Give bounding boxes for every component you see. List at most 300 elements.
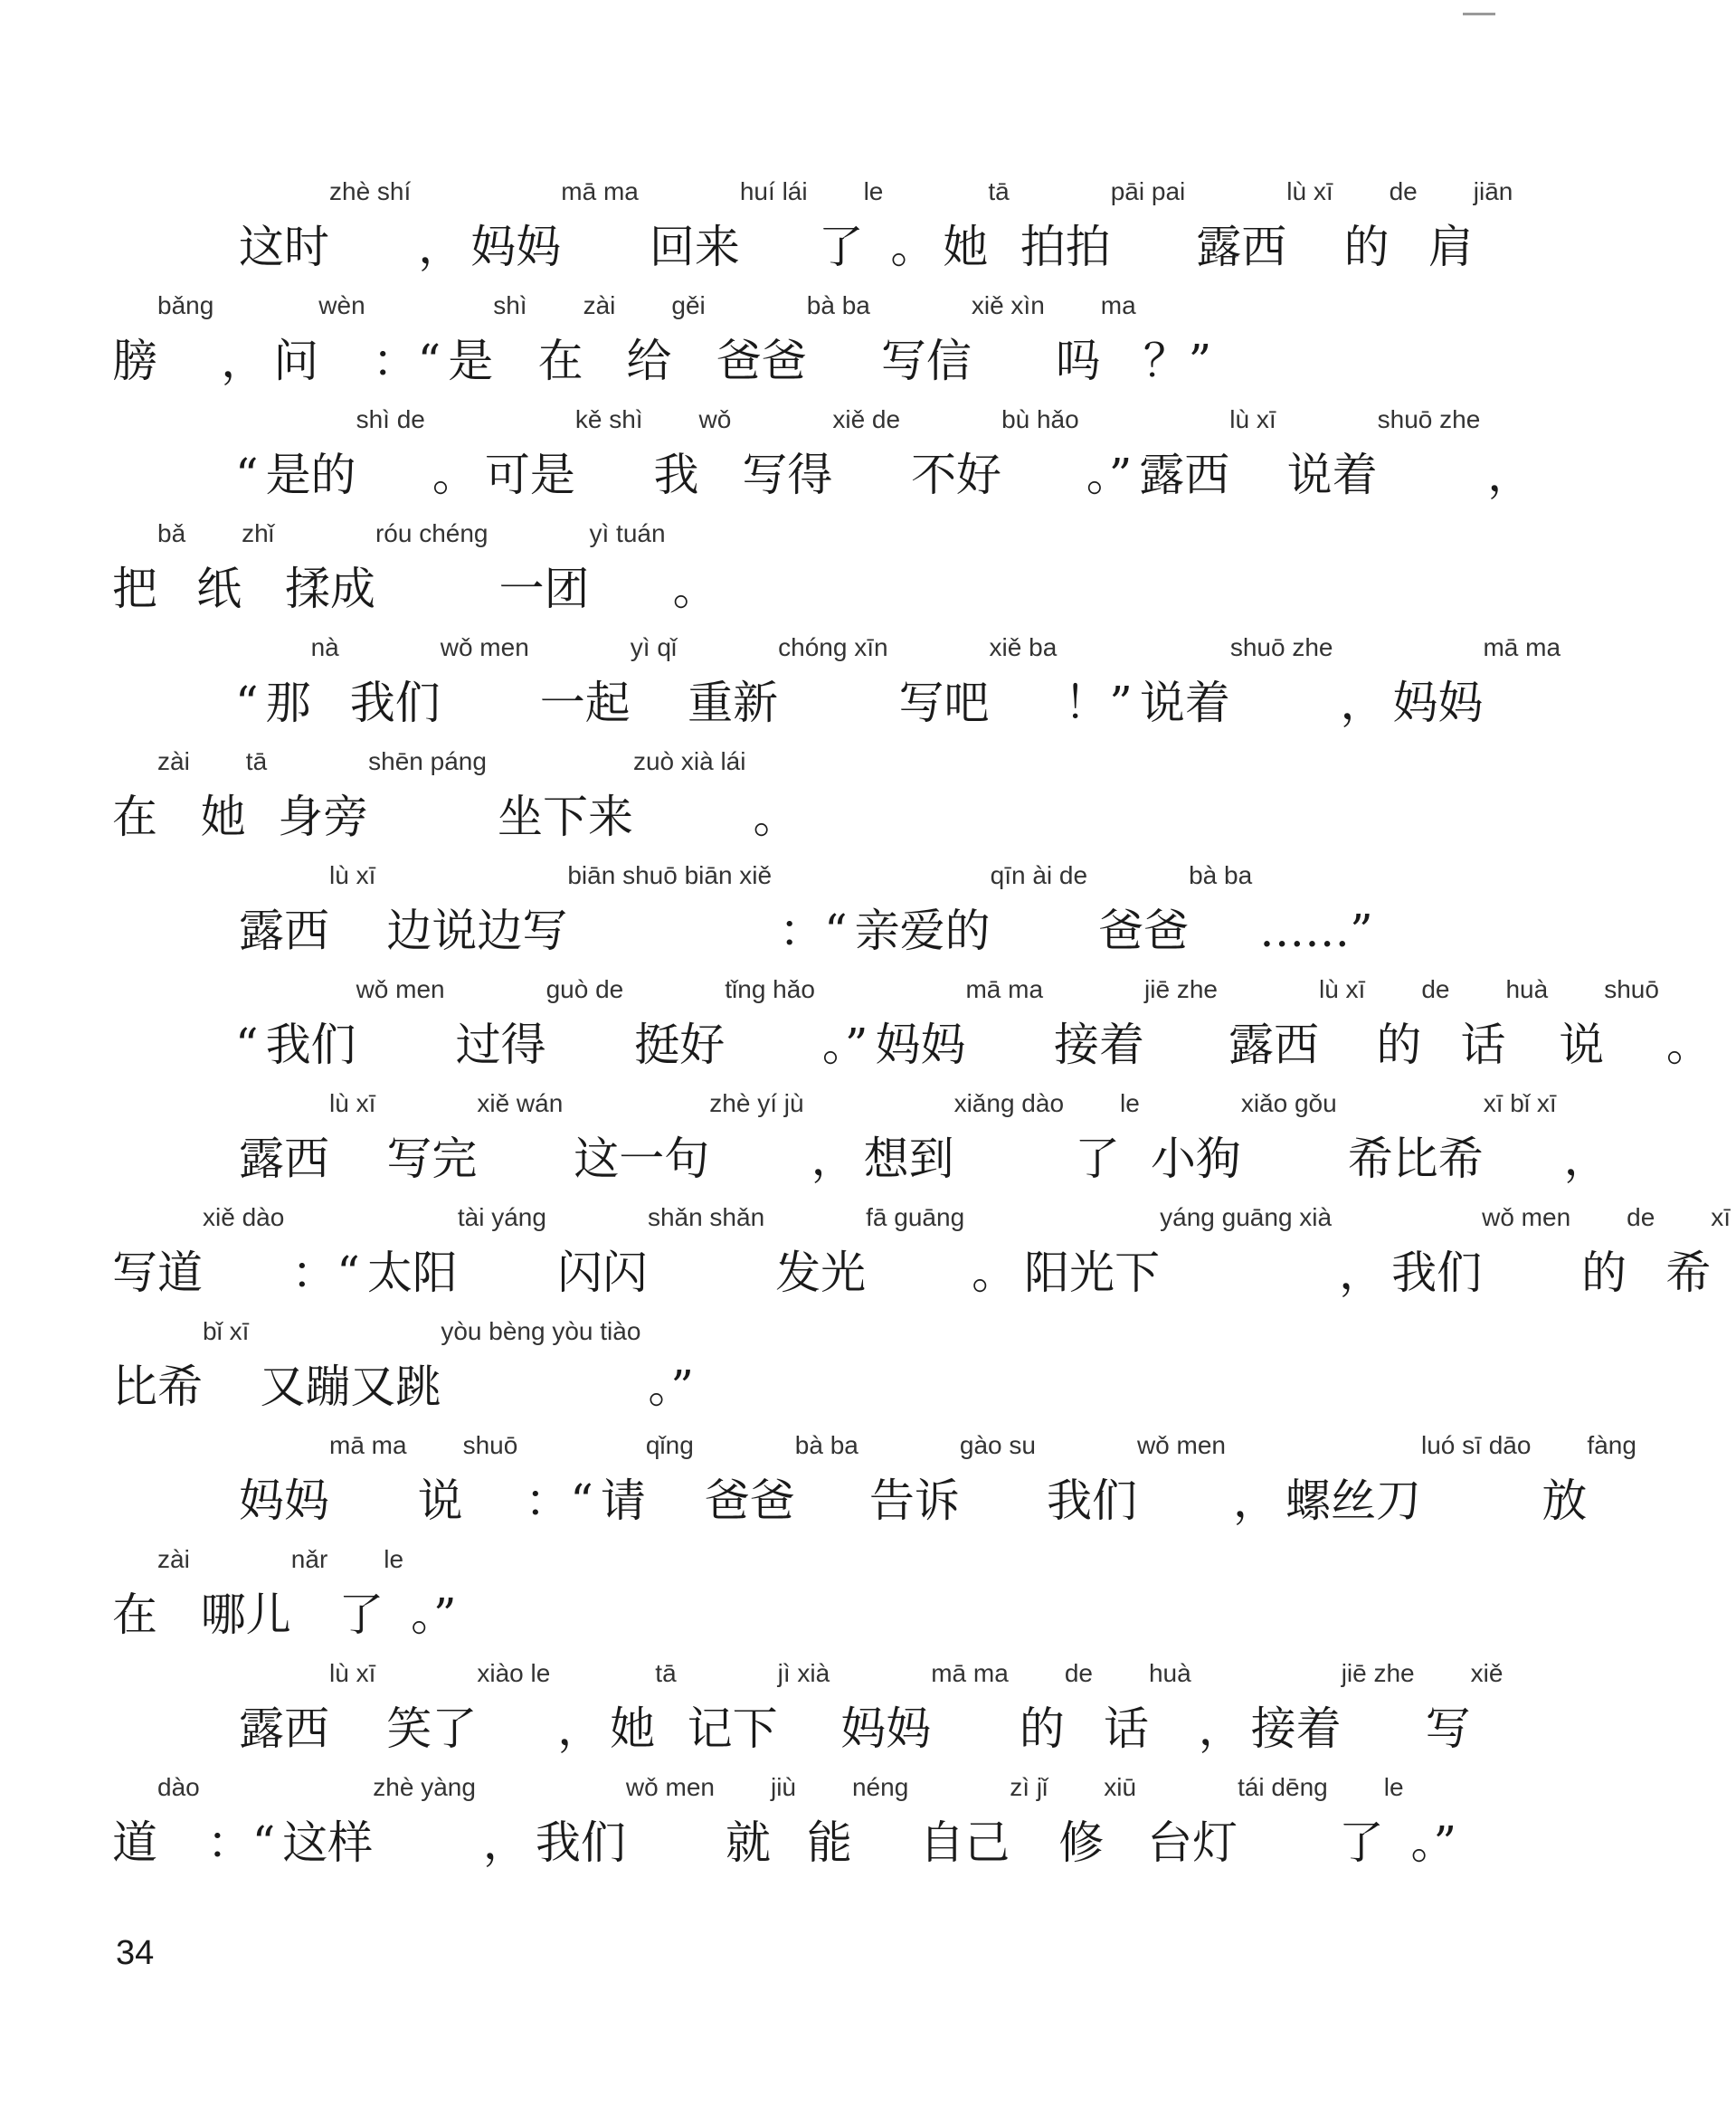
punctuation: ：“ (206, 1816, 276, 1869)
pinyin: lù xī (1286, 177, 1333, 205)
annotated-word (869, 1431, 1036, 1530)
hanzi: 就 (725, 1816, 771, 1869)
annotated-word (448, 291, 526, 390)
hanzi: 自己 (919, 1816, 1010, 1869)
pinyin: shuō (462, 1431, 518, 1459)
annotated-word (112, 291, 213, 390)
annotated-word (634, 975, 815, 1074)
annotated-word (1047, 1431, 1226, 1530)
text-line (107, 519, 1283, 633)
annotated-word (716, 291, 870, 390)
punctuation: 。” (411, 1589, 457, 1641)
annotated-word (266, 405, 425, 504)
annotated-word (1391, 1203, 1570, 1302)
annotated-word (273, 291, 365, 390)
hanzi: 重新 (688, 677, 779, 729)
punctuation: ：“ (372, 335, 441, 387)
annotated-word (1542, 1431, 1636, 1530)
hanzi: 我们 (349, 677, 441, 729)
hanzi: 写完 (386, 1133, 478, 1185)
text-line (107, 1773, 1457, 1887)
annotated-word (1581, 1203, 1655, 1302)
annotated-word (266, 633, 339, 732)
pinyin: fā guāng (866, 1203, 965, 1231)
hanzi: 问 (273, 335, 319, 387)
pinyin: xiǎng dào (953, 1089, 1065, 1117)
annotated-word (456, 975, 624, 1074)
pinyin: wèn (318, 291, 365, 319)
pinyin: le (1383, 1773, 1404, 1801)
annotated-word (112, 1773, 200, 1872)
annotated-word (498, 747, 746, 846)
annotated-word (1392, 633, 1561, 732)
pinyin: dào (157, 1773, 200, 1801)
pinyin: shuō zhe (1229, 633, 1333, 661)
hanzi: 她 (200, 791, 246, 843)
hanzi: 的 (1019, 1702, 1065, 1755)
hanzi: 的 (1376, 1019, 1422, 1071)
annotated-word (1075, 1089, 1140, 1188)
pinyin: shēn páng (368, 747, 487, 775)
annotated-word (705, 1431, 859, 1530)
hanzi: 露西 (1196, 221, 1287, 273)
pinyin: shì (493, 291, 527, 319)
hanzi: 道 (112, 1816, 157, 1869)
pinyin: zài (583, 291, 616, 319)
pinyin: bà ba (806, 291, 870, 319)
hanzi: 爸爸 (716, 335, 807, 387)
annotated-word (654, 405, 732, 504)
pinyin: jì xià (777, 1659, 830, 1687)
hanzi: 我们 (535, 1816, 626, 1869)
text-line (107, 1545, 1283, 1659)
pinyin: shì de (356, 405, 425, 433)
pinyin: wǒ men (1482, 1203, 1571, 1231)
pinyin: róu chéng (375, 519, 489, 547)
annotated-word (112, 1545, 190, 1644)
text-line (107, 177, 1513, 291)
hanzi: 阳光下 (1024, 1247, 1161, 1299)
hanzi: 边说边写 (386, 905, 568, 957)
pinyin: xī (1711, 1203, 1731, 1231)
hanzi: 给 (626, 335, 672, 387)
hanzi: 哪儿 (200, 1589, 291, 1641)
hanzi: 了 (338, 1589, 384, 1641)
hanzi: 拍拍 (1020, 221, 1111, 273)
pinyin: tā (988, 177, 1010, 205)
hanzi: 的 (1343, 221, 1390, 273)
pinyin: xiě wán (477, 1089, 564, 1117)
hanzi: 写道 (112, 1247, 203, 1299)
pinyin: luó sī dāo (1421, 1431, 1532, 1459)
hanzi: 是的 (265, 449, 356, 501)
hanzi: 这样 (282, 1816, 374, 1869)
annotated-word (1098, 861, 1252, 960)
hanzi: 说着 (1139, 677, 1230, 729)
hanzi: 露西 (1139, 449, 1230, 501)
annotated-word (742, 405, 900, 504)
pinyin: tā (655, 1659, 677, 1687)
text-line (107, 405, 1533, 519)
hanzi: 我们 (1391, 1247, 1483, 1299)
annotated-word (1428, 177, 1513, 276)
annotated-word (239, 861, 375, 960)
pinyin: shuō (1604, 975, 1659, 1003)
hanzi: 在 (537, 335, 583, 387)
pinyin: xiě ba (989, 633, 1058, 661)
annotated-word (112, 1317, 249, 1416)
annotated-word (239, 1089, 375, 1188)
annotated-word (1339, 1773, 1404, 1872)
hanzi: 话 (1460, 1019, 1506, 1071)
hanzi: 那 (265, 677, 311, 729)
punctuation: ：“ (291, 1247, 360, 1299)
annotated-word (540, 633, 677, 732)
annotated-word (1140, 633, 1333, 732)
pinyin: xiū (1104, 1773, 1137, 1801)
hanzi: 身旁 (278, 791, 369, 843)
punctuation: ……” (1259, 905, 1373, 957)
pinyin: gào su (959, 1431, 1036, 1459)
punctuation: ， (221, 335, 267, 387)
pinyin: xiě dào (203, 1203, 285, 1231)
hanzi: 膀 (112, 335, 157, 387)
hanzi: 比希 (112, 1361, 203, 1413)
hanzi: 想到 (863, 1133, 954, 1185)
annotated-word (726, 1773, 796, 1872)
hanzi: 接着 (1250, 1702, 1342, 1755)
text-line (107, 975, 1712, 1089)
annotated-word (260, 1317, 640, 1416)
pinyin: xiě xìn (971, 291, 1045, 319)
pinyin: néng (851, 1773, 909, 1801)
hanzi: 回来 (649, 221, 740, 273)
hanzi: 修 (1058, 1816, 1105, 1869)
pinyin: biān shuō biān xiě (567, 861, 773, 889)
hanzi: 是 (448, 335, 494, 387)
punctuation: ， (1487, 449, 1533, 501)
pinyin: guò de (545, 975, 624, 1003)
annotated-word (278, 747, 487, 846)
annotated-word (1228, 975, 1365, 1074)
pinyin: mā ma (931, 1659, 1009, 1687)
hanzi: 一团 (498, 563, 590, 615)
pinyin: de (1389, 177, 1418, 205)
annotated-word (499, 519, 666, 618)
hanzi: 露西 (239, 905, 329, 957)
pinyin: mā ma (1483, 633, 1561, 661)
pinyin: lù xī (329, 1659, 376, 1687)
punctuation: 。” (1410, 1816, 1457, 1869)
text-line (107, 747, 1283, 861)
hanzi: 坐下来 (497, 791, 633, 843)
pinyin: tái dēng (1238, 1773, 1328, 1801)
punctuation: ， (557, 1702, 603, 1755)
annotated-word (418, 1431, 518, 1530)
pinyin: ma (1100, 291, 1136, 319)
hanzi: 太阳 (366, 1247, 458, 1299)
pinyin: wǒ men (625, 1773, 715, 1801)
hanzi: 爸爸 (704, 1475, 795, 1527)
annotated-word (536, 1773, 715, 1872)
pinyin: le (1120, 1089, 1140, 1117)
punctuation: 。 (672, 563, 718, 615)
hanzi: 记下 (687, 1702, 778, 1755)
annotated-word (538, 291, 616, 390)
hanzi: 可是 (484, 449, 575, 501)
hanzi: 希比希 (1347, 1133, 1484, 1185)
pinyin: le (863, 177, 884, 205)
annotated-word (943, 177, 1009, 276)
punctuation: “ (235, 449, 259, 501)
pinyin: yòu bèng yòu tiào (441, 1317, 641, 1345)
hanzi: 妈妈 (470, 221, 562, 273)
text-line (107, 861, 1373, 975)
hanzi: 我 (653, 449, 699, 501)
pinyin: qīn ài de (990, 861, 1088, 889)
punctuation: ， (418, 221, 464, 273)
hanzi: 把 (112, 563, 157, 615)
punctuation: ， (1563, 1133, 1609, 1185)
pinyin: zhè yàng (373, 1773, 476, 1801)
annotated-word (282, 1773, 476, 1872)
annotated-word (239, 1659, 375, 1758)
punctuation: 。 (753, 791, 799, 843)
punctuation: ：“ (779, 905, 848, 957)
punctuation: 。 (972, 1247, 1018, 1299)
hanzi: 闪闪 (556, 1247, 648, 1299)
hanzi: 笑了 (386, 1702, 478, 1755)
annotated-word (338, 1545, 403, 1644)
annotated-word (1376, 975, 1449, 1074)
annotated-word (855, 861, 1087, 960)
pinyin: mā ma (329, 1431, 407, 1459)
annotated-word (1348, 1089, 1557, 1188)
annotated-word (1054, 975, 1218, 1074)
text-line (107, 1659, 1504, 1773)
annotated-word (1287, 405, 1481, 504)
punctuation: 。” (821, 1019, 868, 1071)
annotated-word (350, 633, 529, 732)
pinyin: bǎng (157, 291, 214, 319)
hanzi: 小狗 (1150, 1133, 1241, 1185)
hanzi: 螺丝刀 (1285, 1475, 1421, 1527)
pinyin: shuō zhe (1377, 405, 1481, 433)
annotated-word (919, 1773, 1048, 1872)
pinyin: gěi (671, 291, 706, 319)
pinyin: xī bǐ xī (1483, 1089, 1557, 1117)
pinyin: zhǐ (242, 519, 274, 547)
pinyin: bà ba (1189, 861, 1253, 889)
annotated-word (601, 1431, 694, 1530)
hanzi: 话 (1103, 1702, 1149, 1755)
annotated-word (1285, 1431, 1531, 1530)
pinyin: fàng (1587, 1431, 1636, 1459)
annotated-word (1251, 1659, 1415, 1758)
pinyin: mā ma (561, 177, 639, 205)
pinyin: jiù (770, 1773, 796, 1801)
pinyin: zì jǐ (1010, 1773, 1048, 1801)
annotated-word (1147, 1773, 1328, 1872)
punctuation: 。” (1086, 449, 1133, 501)
annotated-word (201, 747, 267, 846)
hanzi: 我们 (1046, 1475, 1137, 1527)
pinyin: yáng guāng xià (1160, 1203, 1333, 1231)
annotated-word (112, 1203, 284, 1302)
hanzi: 放 (1542, 1475, 1588, 1527)
pinyin: wǒ men (1136, 1431, 1226, 1459)
pinyin: pāi pai (1110, 177, 1186, 205)
hanzi: 了 (818, 221, 864, 273)
hanzi: 了 (1075, 1133, 1121, 1185)
pinyin: bà ba (794, 1431, 859, 1459)
hanzi: 爸爸 (1098, 905, 1190, 957)
annotated-word (470, 177, 639, 276)
annotated-word (386, 1089, 563, 1188)
annotated-word (1056, 291, 1136, 390)
annotated-word (239, 177, 411, 276)
pinyin: xiǎo gǒu (1240, 1089, 1337, 1117)
hanzi: 写得 (742, 449, 833, 501)
annotated-word (1665, 1203, 1731, 1302)
page-edge-mark (1463, 13, 1495, 15)
punctuation: ， (811, 1133, 857, 1185)
annotated-word (1151, 1089, 1337, 1188)
pinyin: qǐng (645, 1431, 694, 1459)
pinyin: xiě (1470, 1659, 1504, 1687)
annotated-word (875, 975, 1043, 1074)
hanzi: 写信 (880, 335, 972, 387)
annotated-word (626, 291, 705, 390)
pinyin: wǒ men (440, 633, 529, 661)
annotated-word (819, 177, 884, 276)
text-line (107, 291, 1283, 405)
hanzi: 妈妈 (840, 1702, 932, 1755)
annotated-word (485, 405, 643, 504)
pinyin: zài (157, 747, 190, 775)
pinyin: jiē zhe (1341, 1659, 1415, 1687)
hanzi: 了 (1338, 1816, 1384, 1869)
hanzi: 亲爱的 (854, 905, 991, 957)
hanzi: 肩 (1428, 221, 1474, 273)
annotated-word (367, 1203, 546, 1302)
annotated-word (386, 1659, 550, 1758)
hanzi: 告诉 (868, 1475, 960, 1527)
pinyin: bǐ xī (203, 1317, 250, 1345)
annotated-word (196, 519, 274, 618)
annotated-word (1104, 1659, 1191, 1758)
hanzi: 揉成 (284, 563, 375, 615)
hanzi: 妈妈 (239, 1475, 329, 1527)
annotated-word (112, 747, 190, 846)
text-line (107, 1431, 1636, 1545)
pinyin: yì tuán (589, 519, 666, 547)
punctuation: ：“ (525, 1475, 593, 1527)
pinyin: bǎ (157, 519, 186, 547)
punctuation: “ (235, 677, 259, 729)
annotated-word (112, 519, 185, 618)
punctuation: 。” (648, 1361, 694, 1413)
annotated-word (688, 633, 887, 732)
pinyin: lù xī (1229, 405, 1276, 433)
pinyin: tài yáng (457, 1203, 546, 1231)
annotated-word (610, 1659, 676, 1758)
punctuation: ， (1233, 1475, 1278, 1527)
hanzi: 写吧 (898, 677, 990, 729)
hanzi: 过得 (455, 1019, 546, 1071)
punctuation: “ (235, 1019, 259, 1071)
annotated-word (201, 1545, 327, 1644)
hanzi: 希 (1665, 1247, 1712, 1299)
pinyin: shǎn shǎn (647, 1203, 765, 1231)
hanzi: 在 (112, 1589, 157, 1641)
text-line (107, 1203, 1731, 1317)
annotated-word (574, 1089, 803, 1188)
page-number: 34 (116, 1934, 155, 1972)
pinyin: nǎr (290, 1545, 328, 1573)
pinyin: de (1421, 975, 1450, 1003)
hanzi: 挺好 (634, 1019, 726, 1071)
pinyin: lù xī (329, 861, 376, 889)
pinyin: mā ma (965, 975, 1044, 1003)
pinyin: huí lái (739, 177, 808, 205)
hanzi: 这一句 (574, 1133, 710, 1185)
annotated-word (807, 1773, 908, 1872)
hanzi: 她 (610, 1702, 656, 1755)
annotated-word (840, 1659, 1009, 1758)
punctuation: ！” (1064, 677, 1133, 729)
annotated-word (1426, 1659, 1504, 1758)
pinyin: de (1627, 1203, 1655, 1231)
hanzi: 露西 (239, 1133, 329, 1185)
pinyin: jiē zhe (1144, 975, 1218, 1003)
pinyin: zài (157, 1545, 190, 1573)
annotated-word (1020, 177, 1186, 276)
annotated-word (266, 975, 445, 1074)
pinyin: tā (245, 747, 268, 775)
annotated-word (864, 1089, 1064, 1188)
story-text (107, 177, 1731, 1887)
hanzi: 接着 (1054, 1019, 1145, 1071)
hanzi: 不好 (911, 449, 1002, 501)
annotated-word (650, 177, 808, 276)
pinyin: yì qǐ (630, 633, 678, 661)
hanzi: 这时 (239, 221, 329, 273)
pinyin: zhè shí (329, 177, 412, 205)
hanzi: 台灯 (1147, 1816, 1238, 1869)
text-line (107, 1317, 1283, 1431)
annotated-word (775, 1203, 964, 1302)
annotated-word (285, 519, 489, 618)
pinyin: zhè yí jù (709, 1089, 804, 1117)
punctuation: 。 (432, 449, 478, 501)
hanzi: 说 (417, 1475, 463, 1527)
pinyin: huà (1505, 975, 1549, 1003)
annotated-word (239, 1431, 407, 1530)
annotated-word (386, 861, 772, 960)
pinyin: wǒ (698, 405, 732, 433)
hanzi: 又蹦又跳 (260, 1361, 441, 1413)
annotated-word (1058, 1773, 1136, 1872)
pinyin: xiào le (477, 1659, 551, 1687)
hanzi: 妈妈 (1392, 677, 1484, 729)
annotated-word (1139, 405, 1276, 504)
punctuation: 。 (890, 221, 936, 273)
hanzi: 纸 (196, 563, 242, 615)
annotated-word (1196, 177, 1333, 276)
hanzi: 她 (943, 221, 989, 273)
annotated-word (688, 1659, 830, 1758)
